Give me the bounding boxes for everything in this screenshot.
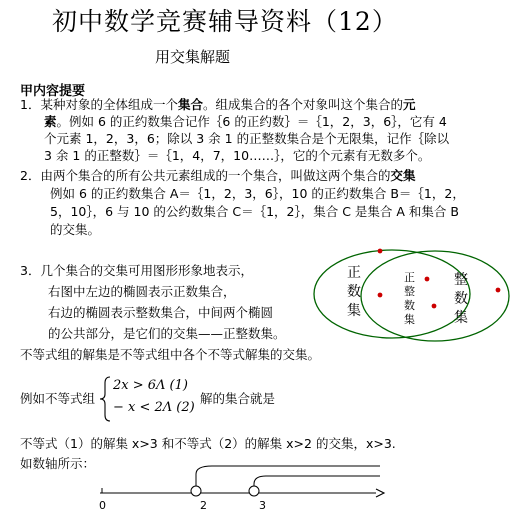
- venn-middle-label-2: 整: [404, 285, 415, 298]
- venn-dot: [432, 304, 437, 309]
- example-prefix: 例如不等式组: [20, 391, 96, 406]
- solution-arc-x-gt-3: [254, 476, 380, 488]
- item1-line2: 素。例如 6 的正约数集合记作｛6 的正约数｝＝｛1，2，3，6｝，它有 4: [44, 114, 447, 129]
- term-intersection: 交集: [390, 168, 416, 183]
- venn-left-label-1: 正: [347, 265, 361, 281]
- venn-dot: [378, 293, 383, 298]
- venn-middle-label-1: 正: [404, 271, 415, 284]
- tick-label-3: 3: [259, 499, 266, 512]
- venn-dot: [378, 249, 383, 254]
- item2-line1: 2．由两个集合的所有公共元素组成的一个集合，叫做这两个集合的交集: [20, 168, 416, 183]
- inequality-2: − x < 2Λ (2): [113, 400, 195, 415]
- numberline-intro: 如数轴所示：: [20, 456, 96, 471]
- item3-line4: 的公共部分，是它们的交集——正整数集。: [48, 326, 286, 341]
- solution-definition: 不等式组的解集是不等式组中各个不等式解集的交集。: [20, 347, 321, 362]
- venn-right-label-2: 数: [454, 291, 468, 307]
- venn-left-label-3: 集: [347, 303, 361, 319]
- venn-dot: [496, 288, 501, 293]
- venn-middle-label-4: 集: [404, 313, 415, 326]
- page-subtitle: 用交集解题: [155, 48, 231, 66]
- venn-left-label-2: 数: [347, 284, 361, 300]
- term-set: 集合: [177, 97, 203, 112]
- number-line: [0, 460, 400, 512]
- venn-positive-numbers-ellipse: [314, 250, 470, 338]
- section-heading: 甲内容提要: [20, 84, 86, 99]
- inequality-1: 2x > 6Λ (1): [113, 378, 188, 393]
- item3-line2: 右图中左边的椭圆表示正数集合，: [48, 284, 236, 299]
- tick-label-0: 0: [99, 499, 106, 512]
- item2-line3: 5，10｝，6 与 10 的公约数集合 C＝｛1，2｝，集合 C 是集合 A 和集合 B: [50, 204, 459, 219]
- item1-line3: 个元素 1，2，3，6；除以 3 余 1 的正整数集合是个无限集，记作｛除以: [44, 131, 450, 146]
- open-circle-2: [191, 486, 201, 496]
- venn-diagram: [300, 244, 510, 348]
- number-line-arrowhead: [376, 489, 384, 497]
- tick-label-2: 2: [200, 499, 207, 512]
- item1-line4: 3 余 1 的正整数｝＝｛1，4，7，10……｝，它的个元素有无数多个。: [44, 148, 431, 163]
- page-title: 初中数学竞赛辅导资料（12）: [52, 7, 398, 36]
- venn-dot: [425, 277, 430, 282]
- item2-line4: 的交集。: [50, 222, 101, 237]
- term-element: 元: [403, 97, 416, 112]
- item2-line2: 例如 6 的正约数集合 A＝｛1，2，3，6｝，10 的正约数集合 B＝｛1，2，: [50, 186, 465, 201]
- system-brace: [98, 375, 112, 423]
- solution-arc-x-gt-2: [196, 466, 380, 488]
- open-circle-3: [249, 486, 259, 496]
- example-suffix: 解的集合就是: [200, 391, 276, 406]
- item3-line1: 3．几个集合的交集可用图形形象地表示，: [20, 263, 253, 278]
- venn-integers-ellipse: [361, 251, 509, 341]
- conclusion-text: 不等式（1）的解集 x>3 和不等式（2）的解集 x>2 的交集，x>3.: [20, 436, 396, 451]
- venn-right-label-1: 整: [454, 272, 468, 288]
- item1-line1: 1．某种对象的全体组成一个集合。组成集合的各个对象叫这个集合的元: [20, 97, 416, 112]
- venn-right-label-3: 集: [454, 310, 468, 326]
- item3-line3: 右边的椭圆表示整数集合，中间两个椭圆: [48, 305, 274, 320]
- venn-middle-label-3: 数: [404, 299, 415, 312]
